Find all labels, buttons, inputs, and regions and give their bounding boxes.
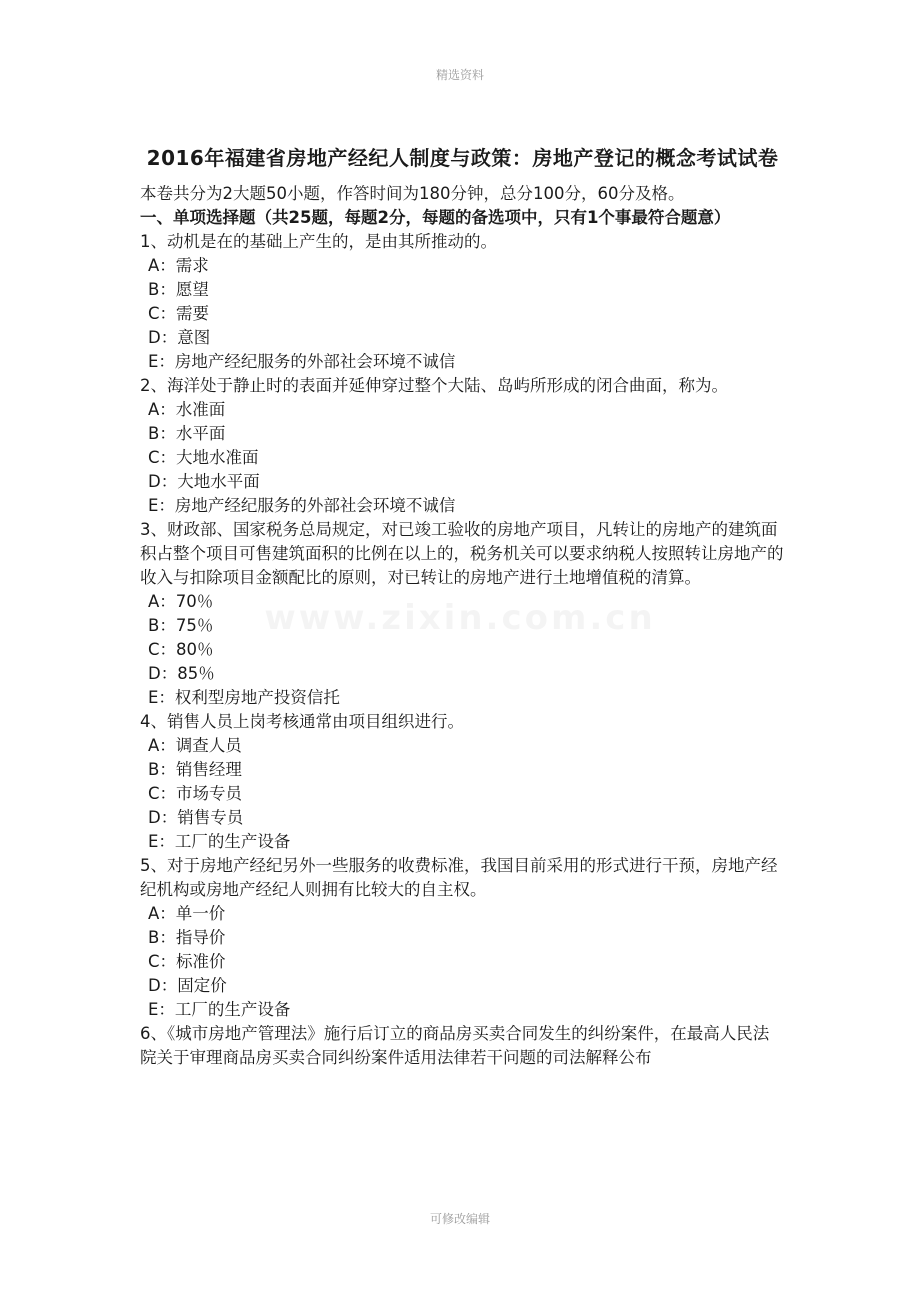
- question-3: [140, 518, 785, 710]
- option-b: B：销售经理: [148, 760, 242, 779]
- option-d: D：意图: [148, 328, 211, 347]
- question-stem: 1、动机是在的基础上产生的，是由其所推动的。: [140, 232, 497, 251]
- option-b: B：指导价: [148, 928, 226, 947]
- option-a: A：单一价: [148, 904, 226, 923]
- option-b: B：75％: [148, 616, 214, 635]
- option-a: A：水准面: [148, 400, 226, 419]
- question-6: [140, 1022, 785, 1070]
- page-header: 精选资料: [435, 68, 484, 82]
- exam-intro: 本卷共分为2大题50小题，作答时间为180分钟，总分100分，60分及格。: [140, 184, 685, 203]
- question-4: [140, 710, 785, 854]
- question-stem: 3、财政部、国家税务总局规定，对已竣工验收的房地产项目，凡转让的房地产的建筑面积占整个项目可售建筑面积的比例在以上的，税务机关可以要求纳税人按照转让房地产的收入与扣除项目金额配比的原则，对已转让的房地产进行土地增值税的清算。: [140, 520, 784, 587]
- option-b: B：水平面: [148, 424, 226, 443]
- option-a: A：需求: [148, 256, 209, 275]
- option-a: A：70％: [148, 592, 214, 611]
- question-stem: 5、对于房地产经纪另外一些服务的收费标准，我国目前采用的形式进行干预，房地产经纪机构或房地产经纪人则拥有比较大的自主权。: [140, 856, 778, 899]
- document-body: [140, 136, 785, 1070]
- option-e: E：房地产经纪服务的外部社会环境不诚信: [148, 496, 456, 515]
- option-e: E：工厂的生产设备: [148, 832, 291, 851]
- option-d: D：销售专员: [148, 808, 244, 827]
- option-e: E：权利型房地产投资信托: [148, 688, 340, 707]
- document-title: 2016年福建省房地产经纪人制度与政策：房地产登记的概念考试试卷: [146, 146, 779, 170]
- question-5: [140, 854, 785, 1022]
- option-d: D：大地水平面: [148, 472, 260, 491]
- question-2: [140, 374, 785, 518]
- option-e: E：房地产经纪服务的外部社会环境不诚信: [148, 352, 456, 371]
- question-stem: 2、海洋处于静止时的表面并延伸穿过整个大陆、岛屿所形成的闭合曲面，称为。: [140, 376, 728, 395]
- option-c: C：80％: [148, 640, 214, 659]
- question-stem: 4、销售人员上岗考核通常由项目组织进行。: [140, 712, 464, 731]
- option-c: C：需要: [148, 304, 210, 323]
- question-1: [140, 230, 785, 374]
- option-d: D：85％: [148, 664, 215, 683]
- option-e: E：工厂的生产设备: [148, 1000, 291, 1019]
- option-a: A：调查人员: [148, 736, 242, 755]
- page-footer: 可修改编辑: [429, 1212, 490, 1226]
- option-c: C：市场专员: [148, 784, 243, 803]
- section-title: 一、单项选择题（共25题，每题2分，每题的备选项中，只有1个事最符合题意）: [140, 208, 731, 227]
- option-d: D：固定价: [148, 976, 227, 995]
- option-c: C：标准价: [148, 952, 226, 971]
- option-b: B：愿望: [148, 280, 209, 299]
- question-stem: 6、《城市房地产管理法》施行后订立的商品房买卖合同发生的纠纷案件，在最高人民法院关于审理商品房买卖合同纠纷案件适用法律若干问题的司法解释公布: [140, 1024, 770, 1067]
- option-c: C：大地水准面: [148, 448, 259, 467]
